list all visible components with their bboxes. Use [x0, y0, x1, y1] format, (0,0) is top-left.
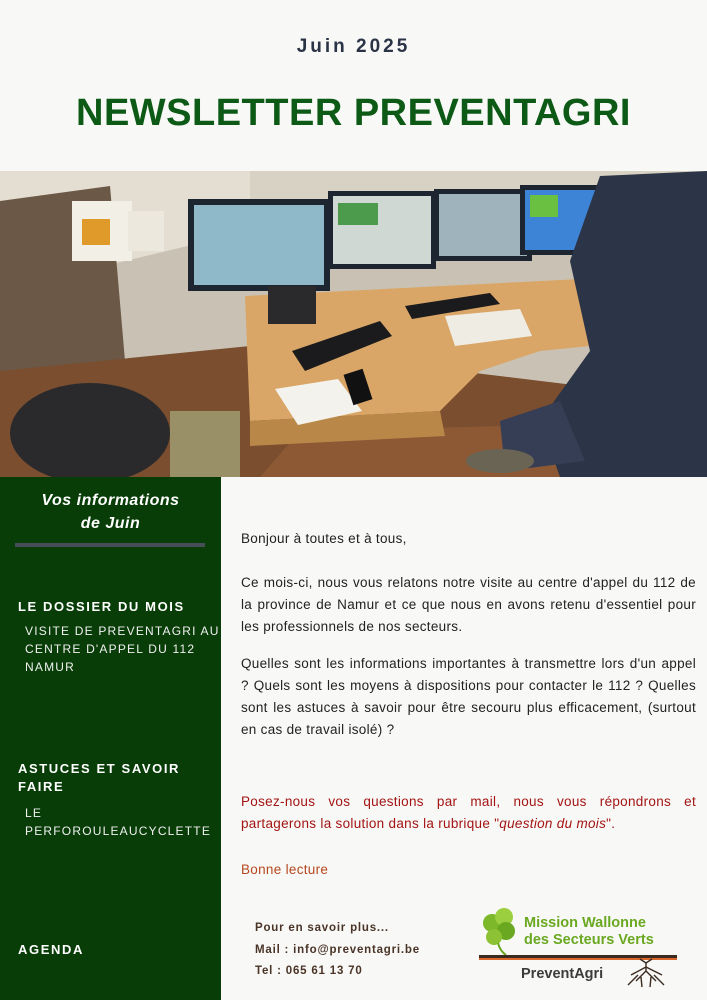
section-title-line: FAIRE — [18, 779, 65, 794]
section-item-line: PERFOROULEAUCYCLETTE — [25, 824, 212, 838]
section-item-line: CENTRE D'APPEL DU 112 — [25, 642, 196, 656]
section-title-line: ASTUCES ET SAVOIR — [18, 761, 181, 776]
section-title-astuces[interactable] — [18, 760, 180, 796]
contact-block — [255, 918, 420, 983]
call-center-photo — [0, 171, 707, 477]
call-to-action-paragraph — [241, 791, 696, 835]
newsletter-title: NEWSLETTER PREVENTAGRI — [76, 92, 631, 134]
main-content — [221, 477, 707, 1000]
section-item-line: VISITE DE PREVENTAGRI AU — [25, 624, 220, 638]
contact-email[interactable]: Mail : info@preventagri.be — [255, 943, 420, 956]
logo-brand: PreventAgri — [521, 966, 604, 982]
contact-heading: Pour en savoir plus... — [255, 922, 389, 934]
clover-leaf-icon — [486, 929, 502, 945]
section-item-astuces[interactable] — [25, 804, 211, 840]
cta-text-end: ". — [606, 816, 616, 831]
sidebar — [0, 477, 221, 1000]
logo-line2: des Secteurs Verts — [524, 932, 654, 948]
sidebar-heading-line: Vos informations — [41, 492, 180, 509]
section-title-line: LE DOSSIER DU MOIS — [18, 599, 185, 614]
questions-paragraph: Quelles sont les informations importantes à transmettre lors d'un appel ? Quels sont les moyens à dispositions pour contacter le 112 ? Quelles sont les astuces à savoir pour être secouru plus efficacement, (surtout en cas de travail isolé) ? — [241, 656, 696, 737]
sidebar-heading-line: de Juin — [80, 515, 141, 532]
section-title-agenda[interactable] — [18, 941, 84, 959]
sidebar-divider — [15, 543, 205, 547]
section-title-line: AGENDA — [18, 942, 84, 957]
section-item-line: NAMUR — [25, 660, 75, 674]
section-item-line: LE — [25, 806, 43, 820]
sidebar-heading — [0, 489, 221, 535]
issue-date: Juin 2025 — [296, 36, 411, 57]
cta-text: Posez-nous vos questions par mail, nous vous répondrons et partagerons la solution dans la rubrique " — [241, 794, 696, 831]
intro-paragraph: Ce mois-ci, nous vous relatons notre visite au centre d'appel du 112 de la province de Namur et ce que nous en avons retenu d'essentiel pour les professionnels de nos secteurs. — [241, 575, 696, 634]
greeting: Bonjour à toutes et à tous, — [241, 531, 407, 546]
logo-line1: Mission Wallonne — [524, 915, 646, 931]
section-title-dossier[interactable] — [18, 598, 185, 616]
roots-icon — [628, 959, 664, 987]
section-item-dossier[interactable] — [25, 622, 220, 676]
mission-wallonne-logo — [476, 905, 681, 990]
contact-phone[interactable]: Tel : 065 61 13 70 — [255, 965, 363, 977]
newsletter-header — [0, 0, 707, 171]
cta-italic-text: question du mois — [499, 816, 607, 831]
closing-text: Bonne lecture — [241, 862, 329, 877]
